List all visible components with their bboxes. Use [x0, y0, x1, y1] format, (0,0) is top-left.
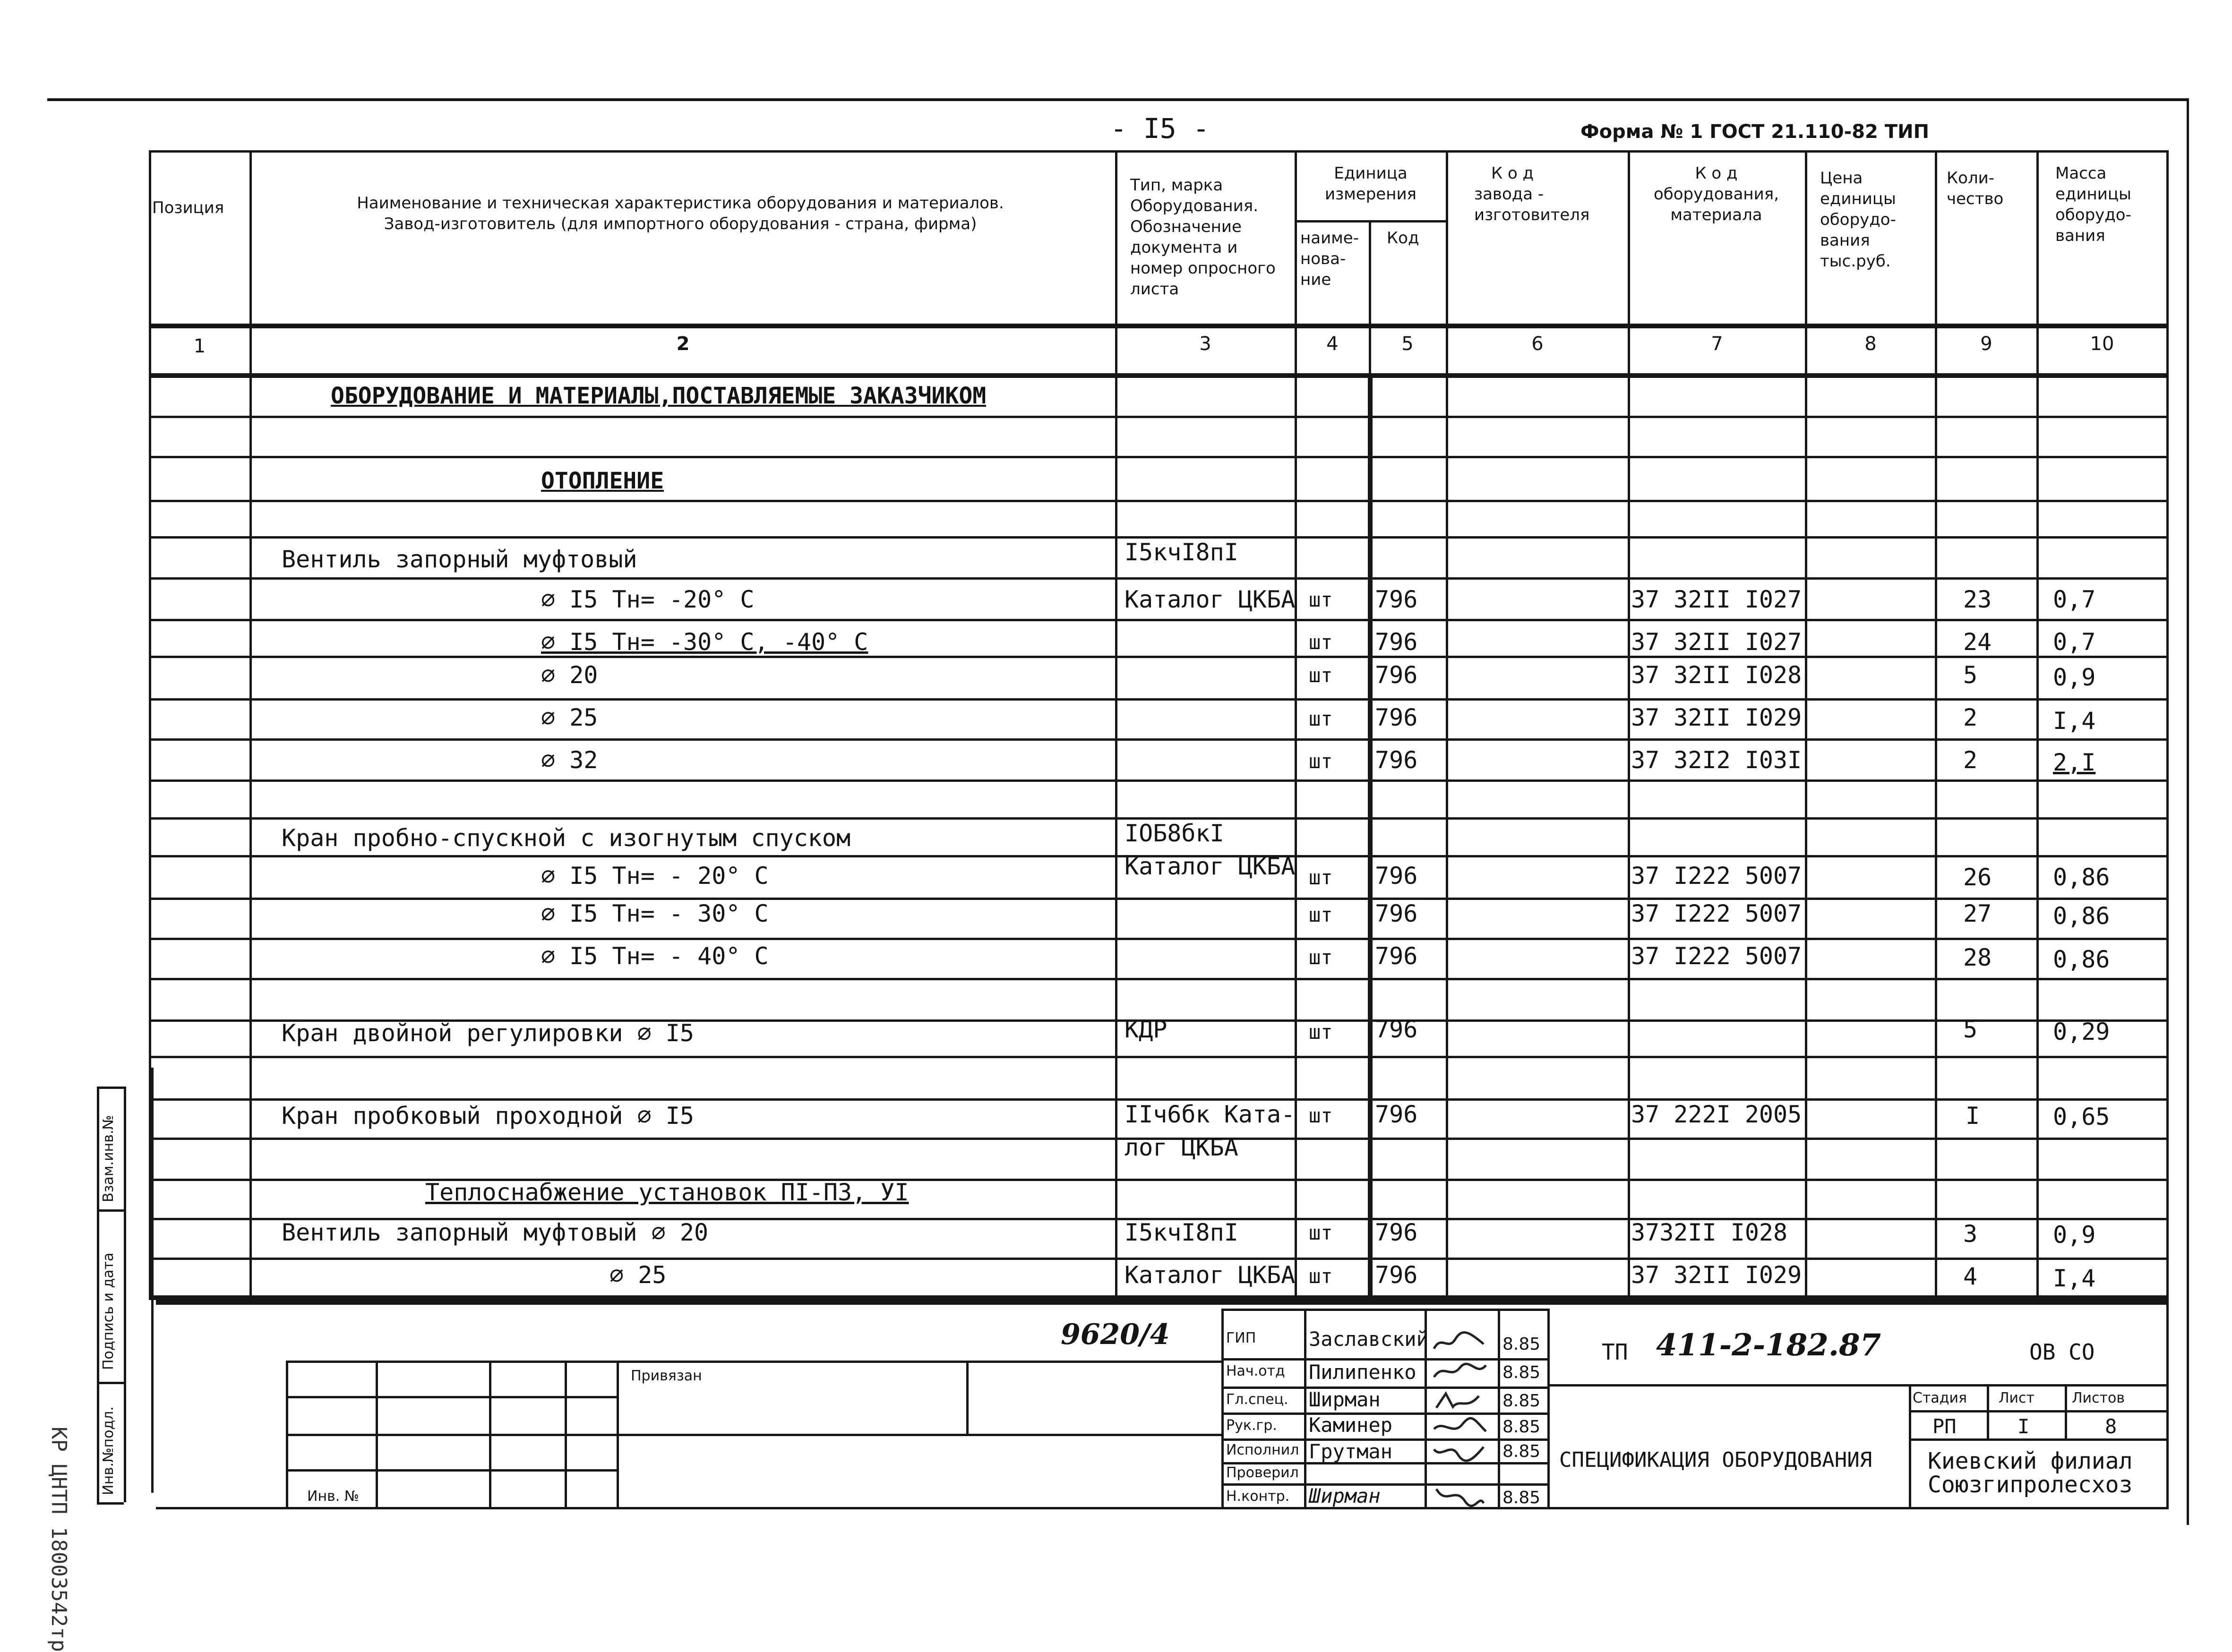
stamp-date: 8.85: [1502, 1335, 1541, 1354]
row-qty: 26: [1963, 864, 1992, 891]
row-mass: 2,I: [2053, 749, 2096, 776]
row-mass: 0,29: [2053, 1018, 2110, 1045]
row-code: 796: [1375, 900, 1418, 927]
row-code: 796: [1375, 704, 1418, 731]
signature-mark: [1432, 1484, 1488, 1508]
page-number: - I5 -: [1110, 112, 1210, 145]
stamp-person: Ширман: [1309, 1388, 1381, 1411]
outer-frame-right: [2187, 98, 2189, 1525]
margin-stamp-code: КР ЦНТП 18003542тр: [47, 1427, 71, 1652]
table-bottom: [149, 1295, 2169, 1300]
sheet-value: I: [2017, 1415, 2030, 1438]
sig-grid-line: [1547, 1309, 1550, 1507]
tb-line: [2065, 1384, 2067, 1438]
row-line: [149, 978, 2169, 980]
row-unit: шт: [1309, 664, 1333, 687]
hdr-unit: [1297, 163, 1444, 205]
sig-grid-line: [1498, 1309, 1500, 1507]
col-line-7: [1628, 150, 1630, 1296]
sheet-header: Лист: [1999, 1390, 2035, 1406]
stamp-grid-line: [286, 1361, 288, 1507]
stamp-grid-line: [376, 1361, 378, 1507]
sig-grid-line: [1221, 1483, 1547, 1486]
row-unit: шт: [1309, 903, 1333, 926]
hdr-mass-l1: Масса: [2055, 164, 2107, 183]
colnum-10: 10: [2090, 333, 2114, 355]
table-top: [149, 150, 2169, 153]
row-unit: шт: [1309, 866, 1333, 889]
table-right: [2166, 150, 2169, 1298]
stamp-date: 8.85: [1502, 1488, 1541, 1507]
sheets-header: Листов: [2072, 1390, 2125, 1406]
row-mass: 0,86: [2053, 864, 2110, 891]
signature-mark: [1432, 1440, 1488, 1464]
hdr-type: [1130, 175, 1276, 300]
row-name: Кран пробно-спускной с изогнутым спуском: [282, 824, 851, 852]
row-name: ⌀ 32: [541, 746, 598, 774]
hdr-mfr-l1: К о д: [1491, 164, 1534, 183]
hdr-unit-name-l1: наиме-: [1300, 229, 1359, 248]
stage-header: Стадия: [1913, 1390, 1967, 1406]
row-code: 796: [1375, 1101, 1418, 1128]
row-eq-code: 37 I222 5007: [1631, 862, 1802, 890]
hdr-mfr: [1474, 163, 1590, 225]
row-name: Кран двойной регулировки ⌀ I5: [282, 1019, 694, 1047]
row-name: ⌀ I5 Tн= -20° C: [541, 586, 755, 613]
row-line: [149, 500, 2169, 502]
row-line: [149, 738, 2169, 741]
stamp-role: Рук.гр.: [1226, 1417, 1277, 1434]
tp-number: 411-2-182.87: [1656, 1327, 1881, 1363]
row-name: ⌀ I5 Tн= - 20° C: [541, 862, 769, 890]
row-code: 796: [1375, 1261, 1418, 1289]
margin-invpodl: Инв.№подл.: [100, 1406, 117, 1495]
signature-mark: [1432, 1361, 1488, 1384]
margin-podpis: Подпись и дата: [100, 1252, 117, 1370]
hdr-type-l4: документа и: [1130, 238, 1238, 257]
stamp-grid-line: [966, 1361, 969, 1434]
hdr-qty: [1947, 168, 2003, 209]
stamp-grid-line: [489, 1361, 491, 1507]
margin-line: [97, 1382, 124, 1384]
signature-mark: [1432, 1415, 1488, 1438]
doc-title: СПЕЦИФИКАЦИЯ ОБОРУДОВАНИЯ: [1559, 1448, 1872, 1472]
stamp-role: Гл.спец.: [1226, 1391, 1288, 1408]
hdr-price-l2: единицы: [1820, 189, 1896, 208]
colnum-7: 7: [1711, 333, 1723, 355]
hdr-mass-l2: единицы: [2055, 185, 2131, 204]
stamp-person: Ширман: [1309, 1484, 1381, 1507]
row-eq-code: 37 32II I027: [1631, 628, 1802, 656]
stamp-grid-line: [286, 1434, 1224, 1436]
stamp-role: Нач.отд: [1226, 1363, 1285, 1379]
hdr-price: [1820, 168, 1896, 272]
stamp-order-no: 9620/4: [1061, 1318, 1170, 1351]
signature-mark: [1432, 1330, 1488, 1353]
row-eq-code: 37 32II I029: [1631, 1261, 1802, 1289]
row-mass: 0,86: [2053, 946, 2110, 973]
hdr-type-l1: Тип, марка: [1130, 176, 1223, 195]
row-line: [149, 898, 2169, 900]
row-mass: 0,9: [2053, 1221, 2096, 1249]
hdr-price-l4: вания: [1820, 231, 1870, 250]
col-line-3: [1115, 150, 1117, 1296]
hdr-qty-l2: чество: [1947, 189, 2004, 208]
row-line: [149, 619, 2169, 621]
row-line: [149, 938, 2169, 940]
stamp-date: 8.85: [1502, 1442, 1541, 1461]
row-type: IIч6бк Ката-: [1125, 1101, 1296, 1128]
row-line: [149, 1258, 2169, 1260]
section-title-main: ОБОРУДОВАНИЕ И МАТЕРИАЛЫ,ПОСТАВЛЯЕМЫЕ ЗАКАЗЧИКОМ: [331, 383, 987, 409]
row-name: Вентиль запорный муфтовый: [282, 546, 637, 573]
row-type: лог ЦКБА: [1125, 1134, 1238, 1161]
row-line: [149, 416, 2169, 418]
row-type: I5кчI8пI: [1125, 1219, 1238, 1246]
hdr-unit-l2: измерения: [1324, 185, 1417, 204]
hdr-unit-name: [1300, 228, 1359, 290]
signature-mark: [1432, 1389, 1488, 1412]
stamp-role: ГИП: [1226, 1330, 1256, 1346]
hdr-mass-l4: вания: [2055, 226, 2105, 245]
hdr-type-l2: Оборудования.: [1130, 197, 1259, 215]
hdr-price-l5: тыс.руб.: [1820, 252, 1891, 271]
stamp-grid-line: [617, 1361, 619, 1507]
stamp-date: 8.85: [1502, 1363, 1541, 1382]
outer-frame-top: [47, 98, 2188, 101]
hdr-unit-name-l2: нова-: [1300, 249, 1346, 268]
row-eq-code: 3732II I028: [1631, 1219, 1788, 1246]
stamp-date: 8.85: [1502, 1391, 1541, 1411]
colnum-3: 3: [1199, 333, 1211, 355]
stamp-role: Проверил: [1226, 1464, 1299, 1481]
row-mass: I,4: [2053, 707, 2096, 735]
colnum-1: 1: [193, 335, 206, 357]
row-code: 796: [1375, 862, 1418, 890]
row-qty: 28: [1963, 944, 1992, 971]
margin-line: [124, 1087, 126, 1502]
org-line1: Киевский филиал: [1928, 1448, 2133, 1474]
row-mass: 0,7: [2053, 628, 2096, 656]
tb-line: [1909, 1410, 2166, 1412]
sheets-value: 8: [2105, 1415, 2117, 1438]
hdr-unit-l1: Единица: [1334, 164, 1408, 183]
tb-line: [1547, 1384, 2166, 1387]
hdr-eq-l3: материала: [1670, 205, 1762, 224]
row-type: I5кчI8пI: [1125, 539, 1238, 566]
margin-line: [151, 1068, 154, 1493]
section-title-heat-supply: Теплоснабжение установок ПI-ПЗ, УI: [425, 1179, 909, 1206]
row-name: Вентиль запорный муфтовый ⌀ 20: [282, 1219, 709, 1246]
col-line-8: [1805, 150, 1807, 1296]
row-unit: шт: [1309, 1221, 1333, 1244]
hdr-mfr-l3: изготовителя: [1474, 205, 1590, 224]
row-code: 796: [1375, 661, 1418, 689]
row-name: ⌀ I5 Tн= - 30° C: [541, 900, 769, 927]
row-line: [149, 456, 2169, 458]
row-eq-code: 37 I222 5007: [1631, 900, 1802, 927]
row-qty: 5: [1963, 1016, 1978, 1043]
stamp-grid-line: [286, 1361, 1224, 1363]
colnum-8: 8: [1864, 333, 1877, 355]
hdr-type-l3: Обозначение: [1130, 217, 1242, 236]
hdr-mass: [2055, 163, 2131, 246]
sig-grid-line: [1221, 1309, 1224, 1507]
row-line: [149, 779, 2169, 782]
hdr-name-line1: Наименование и техническая характеристика оборудования и материалов.: [357, 194, 1004, 213]
colnum-9: 9: [1980, 333, 1992, 355]
row-eq-code: 37 32II I029: [1631, 704, 1802, 731]
row-mass: I,4: [2053, 1265, 2096, 1292]
row-line: [149, 656, 2169, 658]
stamp-grid-line: [286, 1396, 617, 1398]
colnum-2: 2: [676, 333, 690, 355]
colnum-5: 5: [1401, 333, 1414, 355]
col-line-5-thick: [1368, 373, 1373, 1296]
row-type: Каталог ЦКБА: [1125, 853, 1296, 880]
margin-line: [97, 1209, 124, 1212]
stamp-role: Исполнил: [1226, 1442, 1299, 1458]
stamp-date: 8.85: [1502, 1417, 1541, 1437]
stamp-grid-line: [286, 1469, 617, 1472]
row-qty: I: [1966, 1102, 1980, 1130]
hdr-type-l6: листа: [1130, 280, 1179, 299]
row-line: [149, 577, 2169, 580]
sig-grid-line: [1304, 1309, 1306, 1507]
col-line-6: [1446, 150, 1448, 1296]
row-unit: шт: [1309, 1104, 1333, 1127]
row-qty: 3: [1963, 1220, 1978, 1248]
row-unit: шт: [1309, 750, 1333, 773]
hdr-unit-code: Код: [1387, 229, 1419, 248]
row-code: 796: [1375, 942, 1418, 970]
row-name: ⌀ 25: [610, 1261, 667, 1289]
title-block-bottom: [156, 1507, 2169, 1509]
row-mass: 0,7: [2053, 586, 2096, 613]
row-qty: 23: [1963, 586, 1992, 613]
hdr-eq-l1: К о д: [1695, 164, 1738, 183]
stamp-grid-line: [565, 1361, 567, 1507]
row-unit: шт: [1309, 1265, 1333, 1288]
hdr-qty-l1: Коли-: [1947, 169, 1995, 188]
row-eq-code: 37 222I 2005: [1631, 1101, 1802, 1128]
row-name: ⌀ 20: [541, 661, 598, 689]
section-title-heating: ОТОПЛЕНИЕ: [541, 468, 664, 494]
row-qty: 2: [1963, 704, 1978, 731]
form-label: Форма № 1 ГОСТ 21.110-82 ТИП: [1580, 121, 1930, 143]
row-code: 796: [1375, 746, 1418, 774]
row-type: IOБ8бкI: [1125, 820, 1224, 847]
col-line-10: [2036, 150, 2039, 1296]
row-name: ⌀ 25: [541, 704, 598, 731]
colnum-bottom: [149, 373, 2169, 378]
row-type: Каталог ЦКБА: [1125, 586, 1296, 613]
row-mass: 0,9: [2053, 664, 2096, 691]
row-unit: шт: [1309, 707, 1333, 730]
sig-grid-line: [1221, 1387, 1547, 1389]
row-qty: 24: [1963, 628, 1992, 656]
tp-label: ТП: [1602, 1339, 1628, 1365]
org-line2: Союзгипролесхоз: [1928, 1472, 2133, 1498]
header-bottom: [149, 324, 2169, 328]
row-code: 796: [1375, 1016, 1418, 1043]
hdr-type-l5: номер опросного: [1130, 259, 1276, 278]
col-line-2: [249, 150, 252, 1296]
row-type: Каталог ЦКБА: [1125, 1261, 1296, 1289]
row-code: 796: [1375, 586, 1418, 613]
title-block-right: [2166, 1300, 2169, 1508]
row-name: Кран пробковый проходной ⌀ I5: [282, 1102, 694, 1130]
row-qty: 27: [1963, 900, 1992, 927]
margin-line: [97, 1502, 124, 1505]
hdr-eq: [1630, 163, 1803, 225]
stamp-person: Заславский: [1309, 1327, 1428, 1351]
hdr-name: [265, 193, 1096, 234]
row-type: КДР: [1125, 1016, 1168, 1043]
row-qty: 4: [1963, 1263, 1978, 1290]
row-code: 796: [1375, 1219, 1418, 1246]
colnum-6: 6: [1531, 333, 1544, 355]
row-unit: шт: [1309, 631, 1333, 654]
row-line: [149, 1056, 2169, 1058]
row-code: 796: [1375, 628, 1418, 656]
hdr-price-l3: оборудо-: [1820, 210, 1896, 229]
row-unit: шт: [1309, 588, 1333, 611]
hdr-mfr-l2: завода -: [1474, 185, 1544, 204]
hdr-eq-l2: оборудования,: [1653, 185, 1779, 204]
hdr-name-line2: Завод-изготовитель (для импортного оборудования - страна, фирма): [384, 214, 977, 233]
tb-line: [1909, 1438, 2166, 1441]
sheet-code: ОВ СО: [2029, 1339, 2095, 1365]
stamp-inv-no: Инв. №: [307, 1488, 360, 1505]
stamp-person: Грутман: [1309, 1440, 1393, 1463]
margin-vzam: Взам.инв.№: [100, 1115, 117, 1202]
row-name: ⌀ I5 Tн= -30° C, -40° C: [541, 628, 868, 656]
stamp-role: Н.контр.: [1226, 1488, 1290, 1505]
row-eq-code: 37 32I2 I03I: [1631, 746, 1802, 774]
colnum-4: 4: [1326, 333, 1339, 355]
row-unit: шт: [1309, 1020, 1333, 1044]
hdr-position: Позиция: [152, 198, 224, 217]
row-name: ⌀ I5 Tн= - 40° C: [541, 942, 769, 970]
row-eq-code: 37 32II I027: [1631, 586, 1802, 613]
row-eq-code: 37 I222 5007: [1631, 942, 1802, 970]
tb-line: [1987, 1384, 1989, 1438]
stamp-person: Пилипенко: [1309, 1361, 1416, 1384]
hdr-mass-l3: оборудо-: [2055, 205, 2131, 224]
row-unit: шт: [1309, 946, 1333, 969]
row-mass: 0,65: [2053, 1103, 2110, 1130]
hdr-price-l1: Цена: [1820, 169, 1863, 188]
row-eq-code: 37 32II I028: [1631, 661, 1802, 689]
margin-line: [97, 1087, 99, 1502]
margin-line: [97, 1087, 124, 1089]
row-qty: 5: [1963, 661, 1978, 689]
stamp-privyazan: Привязан: [631, 1368, 702, 1384]
row-qty: 2: [1963, 746, 1978, 774]
col-line-9: [1935, 150, 1937, 1296]
row-line: [149, 698, 2169, 701]
row-mass: 0,86: [2053, 902, 2110, 930]
stamp-person: Каминер: [1309, 1413, 1393, 1437]
stage-value: РП: [1932, 1415, 1957, 1438]
title-block-top: [156, 1300, 2169, 1305]
tb-line: [1909, 1384, 1911, 1507]
hdr-unit-name-l3: ние: [1300, 270, 1331, 289]
sig-grid-line: [1221, 1309, 1547, 1311]
